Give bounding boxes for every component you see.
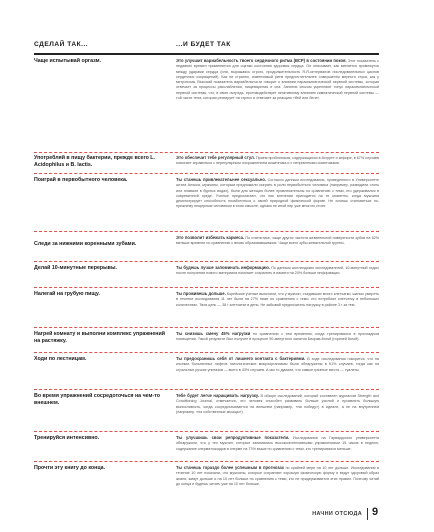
tip-result [176,58,379,101]
tip-result-lead: Ты предохранишь себя от лишнего контакта с бактериями. [176,356,306,361]
tip-result [176,356,379,373]
tip-result [176,235,379,247]
tip-result [176,291,379,308]
tip-result-text: Исследования на Гарвардского университета обнаружили, что у тех мужчин, которые занимались высокоинтенсивными упражнениями 15 часов в неделю, содержание сперматозоидов в сперме на 73% выше по сравнению с теми, кто тренировался меньше. [176,436,379,451]
tip-result-text: Согласно данным исследования, проведенного в Университете штата Аляска, мужчины, которым предложили сыграть в роли первобытного человека (например, разводили огонь или плавали в бурных водах), были для женщин более привлекательны по сравнению с теми, кто удерживался в современной среде. Ученые предполагают, что пик влечения приходится на те моменты, когда мужчина демонстрирует способность позаботиться о своей природной физической форме. Не хочешь становиться по-прежнему пещерным человеком в этом смысле, однако не иной пир уже многого стоит. [176,178,379,209]
tip-result-lead: Это позволит избежать кариеса. [176,235,245,240]
row-divider [34,461,379,462]
footer-divider [367,508,368,520]
tip-result-text: По статистике, чаще других частота жевательной поверхности зубов на 62% меньше времени по сравнению с вновь образовавшимися. Чаще всего зубы жевательной группы. [176,236,380,246]
tip-result [176,177,379,210]
row-divider [34,287,379,288]
tip-result-text: по крайней мере на 10 лет дольше. Исследования в течение 10 лет показали, что мужчины, которые сохраняют хорошую физическую форму и ведут здоровый образ жизни, живут дольше и на 10 лет больше по сравнению с теми, кто не придерживается этих правил. Поэтому читай до конца и будешь читать уже на 10 лет больше. [176,466,379,486]
header-rule [34,53,379,55]
tip-result-text: по сравнению с тем временем, когда тренировался в прохладном помещении. Такой результат был получен в процессе 90-минутного занятия Бикрам-йогой (горячей йогой). [176,332,380,342]
tip-result-lead: Ты снизишь смену 45% нагрузки [176,331,251,336]
tip-result [176,465,379,487]
tip-action: Ходи по лестницам. [34,356,87,362]
tip-result [176,331,379,343]
tip-action: Делай 10-минутные перерывы. [34,265,117,271]
page-number: 9 [372,506,379,518]
row-divider [34,173,379,174]
tip-result-lead: Это обеспечит тебе регулярный стул. [176,155,255,160]
row-divider [34,261,379,262]
tip-action: Следи за нижними коренными зубами. [34,241,137,247]
tip-action: Прочти эту книгу до конца. [34,465,106,471]
row-divider [34,231,379,232]
row-divider [34,152,379,153]
tip-result-text: По данным шотландских исследователей, 10-минутный отдых после получения нового материала помогает сохранить в памяти на 20% больше информации. [176,266,379,276]
tip-result-lead: Ты будешь лучше запоминать информацию. [176,265,271,270]
tip-result [176,393,379,415]
row-divider [34,327,379,328]
row-divider [34,352,379,353]
tip-result-lead: Ты станешь привлекательнее сексуально. [176,177,267,182]
tip-result-text: В ходе исследования говорится, что на кнопках больничных лифтов патологические микроорганизмы были обнаружены в 61% случаев, тогда как на стральных ручках унитазов — всего в 43% случаев. А мы то думали, что самые грязные места — туалеты. [176,357,379,372]
tip-action: Налегай на грубую пищу. [34,291,100,297]
tip-result [176,435,379,452]
tip-action: Поиграй в первобытного человека. [34,177,128,183]
row-divider [34,389,379,390]
tip-row [34,58,379,124]
tip-result-lead: Ты станешь гораздо более успешным в прогнозах [176,465,285,470]
tip-result-text: Этот показатель с недавних времен применяется для оценки состояния здоровья сердца. Он описывает, как меняется промежуток между ударами сердца (или, выражаясь строго, продолжительность R-R-интервалов последовательных циклов сердечных сокращений). Как ни странно, изменчивый ритм предпочтительнее совершенно мерного стука, как у метронома. Высокий показатель вариабельности говорит о влиянии парасимпатической нервной системы, которая отвечает за процессы расслабления, пищеварения и сна. Занятия сексом укрепляют тонус парасимпатической нервной системы, что, в свою очередь, противодействует негативному влиянию симпатической нервной системы — той части тела, которая реагирует на стресс и отвечает за реакцию «бей или беги». [176,59,379,101]
tip-result-text: В обзоре исследований, который составлен журналом Strength and Conditioning Journal, отмечается, что человек способен развивать больше усилий и проявлять большую выносливость, когда сосредотачивается на внешнем (например, «на победу») в идеале, а не на внутреннем (например, «на собственные мышцы»). [176,394,380,414]
section-name: НАЧНИ ОТСЮДА [312,511,362,517]
tip-result-text: Корейские ученые выяснили, что у мужчин, съедавших много клетчатки, шансы умереть в течение исследования 11 лет были на 27% ниже по сравнению с теми, кто потреблял клетчатку в небольших количествах. Твоя цель — 38 г клетчатки в день. Не забывай предпочитать нагрузку в районе 3 г за тем. [176,292,380,307]
tip-result-lead: Это улучшит вариабельность твоего сердечного ритма (ВСР) в состоянии покоя. [176,58,347,63]
column-header-results: ...И БУДЕТ ТАК [176,41,231,48]
column-header-actions: СДЕЛАЙ ТАК... [34,41,89,48]
tip-result-text: Прием пробиотиков, содержащихся в йогурте и кефире, в 67% случаев помогает справиться с нерегулярным опорожнением кишечника и с неприятными симптомами. [176,156,380,166]
tip-action: Во время упражнений сосредоточься на чем-то внешнем. [34,393,160,406]
tip-result [176,155,379,167]
tip-action: Употребляй в пищу бактерии, прежде всего L. Acidophilus и B. lactis. [34,155,156,168]
tip-result-lead: Тебе будет легче наращивать нагрузку. [176,393,259,398]
row-divider [34,431,379,432]
tip-action: Чаще испытывай оргазм. [34,58,102,64]
tip-action: Нагрей комнату и выполни комплекс упражнений на растяжку. [34,331,165,344]
tip-action: Тренируйся интенсивно. [34,435,100,441]
tip-result-lead: Ты улучшишь свои репродуктивные показатели. [176,435,290,440]
tip-result-lead: Ты проживешь дольше. [176,291,226,296]
tip-result [176,265,379,277]
